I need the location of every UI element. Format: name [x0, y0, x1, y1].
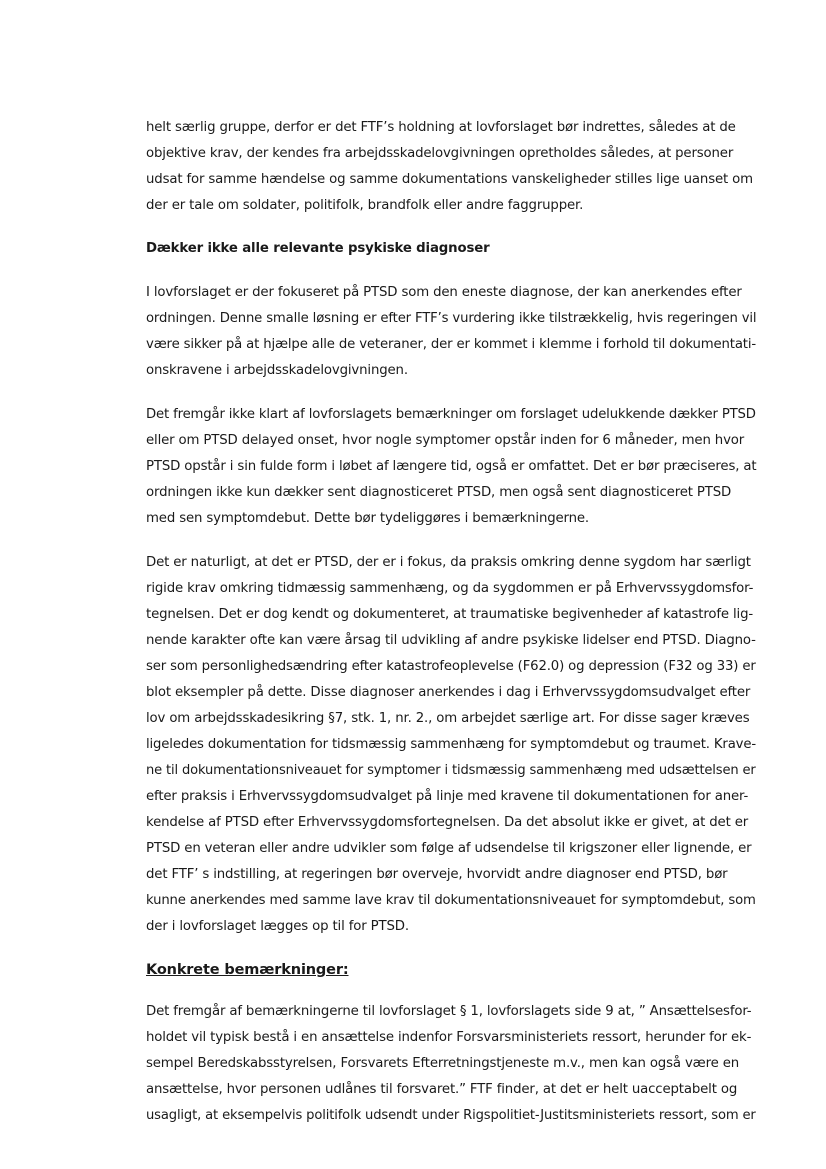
paragraph-line: ligeledes dokumentation for tidsmæssig sammenhæng for symptomdebut og traumet. Krave-	[146, 737, 756, 752]
paragraph-line: PTSD en veteran eller andre udvikler som følge af udsendelse til krigszoner eller lignende, er	[146, 841, 752, 856]
paragraph-intro-line: der er tale om soldater, politifolk, brandfolk eller andre faggrupper.	[146, 198, 584, 213]
paragraph-line: ne til dokumentationsniveauet for symptomer i tidsmæssig sammenhæng med udsættelsen er	[146, 763, 756, 778]
paragraph-line: kunne anerkendes med samme lave krav til dokumentationsniveauet for symptomdebut, som	[146, 893, 756, 908]
paragraph-line: være sikker på at hjælpe alle de veteraner, der er kommet i klemme i forhold til dokumentati-	[146, 337, 757, 352]
paragraph-line: Det er naturligt, at det er PTSD, der er i fokus, da praksis omkring denne sygdom har særligt	[146, 555, 751, 570]
paragraph-line: holdet vil typisk bestå i en ansættelse indenfor Forsvarsministeriets ressort, herunder for ek-	[146, 1030, 752, 1045]
paragraph-line: PTSD opstår i sin fulde form i løbet af længere tid, også er omfattet. Det er bør præciseres, at	[146, 459, 757, 474]
paragraph-intro-line: objektive krav, der kendes fra arbejdsskadelovgivningen opretholdes således, at personer	[146, 146, 734, 161]
paragraph-line: onskravene i arbejdsskadelovgivningen.	[146, 363, 408, 378]
paragraph-line: ser som personlighedsændring efter katastrofeoplevelse (F62.0) og depression (F32 og 33) er	[146, 659, 756, 674]
paragraph-line: der i lovforslaget lægges op til for PTSD.	[146, 919, 409, 934]
paragraph-line: ordningen ikke kun dækker sent diagnosticeret PTSD, men også sent diagnosticeret PTSD	[146, 485, 732, 500]
paragraph-line: tegnelsen. Det er dog kendt og dokumenteret, at traumatiske begivenheder af katastrofe lig-	[146, 607, 754, 622]
paragraph-line: med sen symptomdebut. Dette bør tydeliggøres i bemærkningerne.	[146, 511, 590, 526]
paragraph-line: Det fremgår af bemærkningerne til lovforslaget § 1, lovforslagets side 9 at, ” Ansættelsesfor-	[146, 1004, 752, 1019]
paragraph-line: I lovforslaget er der fokuseret på PTSD som den eneste diagnose, der kan anerkendes efter	[146, 285, 742, 300]
paragraph-line: efter praksis i Erhvervssygdomsudvalget på linje med kravene til dokumentationen for aner-	[146, 789, 749, 804]
paragraph-line: det FTF’ s indstilling, at regeringen bør overveje, hvorvidt andre diagnoser end PTSD, bør	[146, 867, 728, 882]
paragraph-line: ordningen. Denne smalle løsning er efter FTF’s vurdering ikke tilstrækkelig, hvis regeringen vil	[146, 311, 757, 326]
section-heading-concrete-remarks: Konkrete bemærkninger:	[146, 962, 349, 978]
paragraph-line: ansættelse, hvor personen udlånes til forsvaret.” FTF finder, at det er helt uacceptabelt og	[146, 1082, 738, 1097]
paragraph-line: rigide krav omkring tidmæssig sammenhæng, og da sygdommen er på Erhvervssygdomsfor-	[146, 581, 754, 596]
paragraph-line: nende karakter ofte kan være årsag til udvikling af andre psykiske lidelser end PTSD. Diagno-	[146, 633, 756, 648]
paragraph-line: Det fremgår ikke klart af lovforslagets bemærkninger om forslaget udelukkende dækker PTSD	[146, 407, 756, 422]
paragraph-intro-line: helt særlig gruppe, derfor er det FTF’s holdning at lovforslaget bør indrettes, således at de	[146, 120, 736, 135]
paragraph-line: kendelse af PTSD efter Erhvervssygdomsfortegnelsen. Da det absolut ikke er givet, at det er	[146, 815, 749, 830]
paragraph-line: usagligt, at eksempelvis politifolk udsendt under Rigspolitiet-Justitsministeriets ressort, som er	[146, 1108, 756, 1123]
paragraph-line: sempel Beredskabsstyrelsen, Forsvarets Efterretningstjeneste m.v., men kan også være en	[146, 1056, 740, 1071]
section-heading-diagnoses: Dækker ikke alle relevante psykiske diagnoser	[146, 241, 490, 256]
paragraph-line: blot eksempler på dette. Disse diagnoser anerkendes i dag i Erhvervssygdomsudvalget efter	[146, 685, 751, 700]
paragraph-intro-line: udsat for samme hændelse og samme dokumentations vanskeligheder stilles lige uanset om	[146, 172, 753, 187]
paragraph-line: eller om PTSD delayed onset, hvor nogle symptomer opstår inden for 6 måneder, men hvor	[146, 433, 745, 448]
paragraph-line: lov om arbejdsskadesikring §7, stk. 1, nr. 2., om arbejdet særlige art. For disse sager kræves	[146, 711, 750, 726]
